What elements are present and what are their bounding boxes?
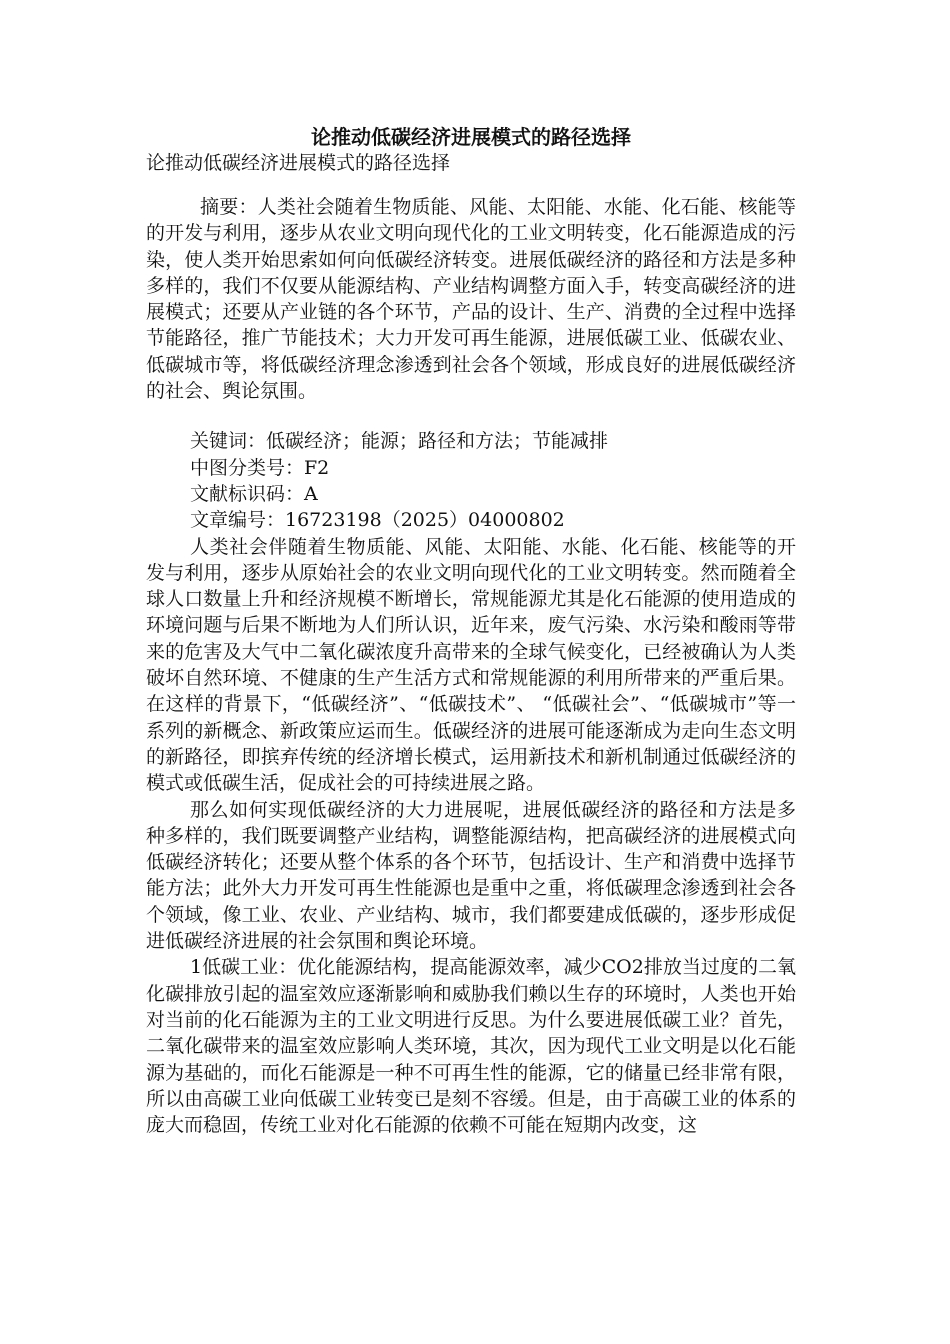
document-page	[146, 124, 796, 1138]
document-subtitle: 论推动低碳经济进展模式的路径选择	[146, 152, 451, 174]
body-paragraph: 那么如何实现低碳经济的大力进展呢，进展低碳经济的路径和方法是多种多样的，我们既要调整产业结构，调整能源结构，把高碳经济的进展模式向低碳经济转化；还要从整个体系的各个环节，包括设计、生产和消费中选择节能方法；此外大力开发可再生性能源也是重中之重，将低碳理念渗透到社会各个领域，像工业、农业、产业结构、城市，我们都要建成低碳的，逐步形成促进低碳经济进展的社会氛围和舆论环境。	[146, 798, 796, 953]
document-title: 论推动低碳经济进展模式的路径选择	[311, 125, 631, 149]
body-paragraph: 人类社会伴随着生物质能、风能、太阳能、水能、化石能、核能等的开发与利用，逐步从原始社会的农业文明向现代化的工业文明转变。然而随着全球人口数量上升和经济规模不断增长，常规能源尤其是化石能源的使用造成的环境问题与后果不断地为人们所认识，近年来，废气污染、水污染和酸雨等带来的危害及大气中二氧化碳浓度升高带来的全球气候变化，已经被确认为人类破坏自然环境、不健康的生产生活方式和常规能源的利用所带来的严重后果。在这样的背景下，“低碳经济”、“低碳技术”、 “低碳社会”、“低碳城市”等一系列的新概念、新政策应运而生。低碳经济的进展可能逐渐成为走向生态文明的新路径，即摈弃传统的经济增长模式，运用新技术和新机制通过低碳经济的模式或低碳生活，促成社会的可持续进展之路。	[146, 535, 796, 795]
article-no-line: 文章编号：16723198（2025）04000802	[190, 509, 565, 532]
body-paragraph: 1低碳工业：优化能源结构，提高能源效率，减少CO2排放当过度的二氧化碳排放引起的温室效应逐渐影响和威胁我们赖以生存的环境时，人类也开始对当前的化石能源为主的工业文明进行反思。为什么要进展低碳工业？首先，二氧化碳带来的温室效应影响人类环境，其次，因为现代工业文明是以化石能源为基础的，而化石能源是一种不可再生性的能源，它的储量已经非常有限，所以由高碳工业向低碳工业转变已是刻不容缓。但是，由于高碳工业的体系的庞大而稳固，传统工业对化石能源的依赖不可能在短期内改变，这	[146, 956, 796, 1137]
doc-code-line: 文献标识码：A	[190, 482, 318, 505]
section-gap	[146, 404, 796, 428]
keywords-line: 关键词：低碳经济；能源；路径和方法；节能减排	[190, 430, 609, 453]
clc-line: 中图分类号：F2	[190, 456, 330, 479]
abstract-paragraph: 摘要：人类社会随着生物质能、风能、太阳能、水能、化石能、核能等的开发与利用，逐步从农业文明向现代化的工业文明转变，化石能源造成的污染，使人类开始思索如何向低碳经济转变。进展低碳经济的路径和方法是多种多样的，我们不仅要从能源结构、产业结构调整方面入手，转变高碳经济的进展模式；还要从产业链的各个环节，产品的设计、生产、消费的全过程中选择节能路径，推广节能技术；大力开发可再生能源，进展低碳工业、低碳农业、低碳城市等，将低碳经济理念渗透到社会各个领域，形成良好的进展低碳经济的社会、舆论氛围。	[146, 196, 796, 403]
